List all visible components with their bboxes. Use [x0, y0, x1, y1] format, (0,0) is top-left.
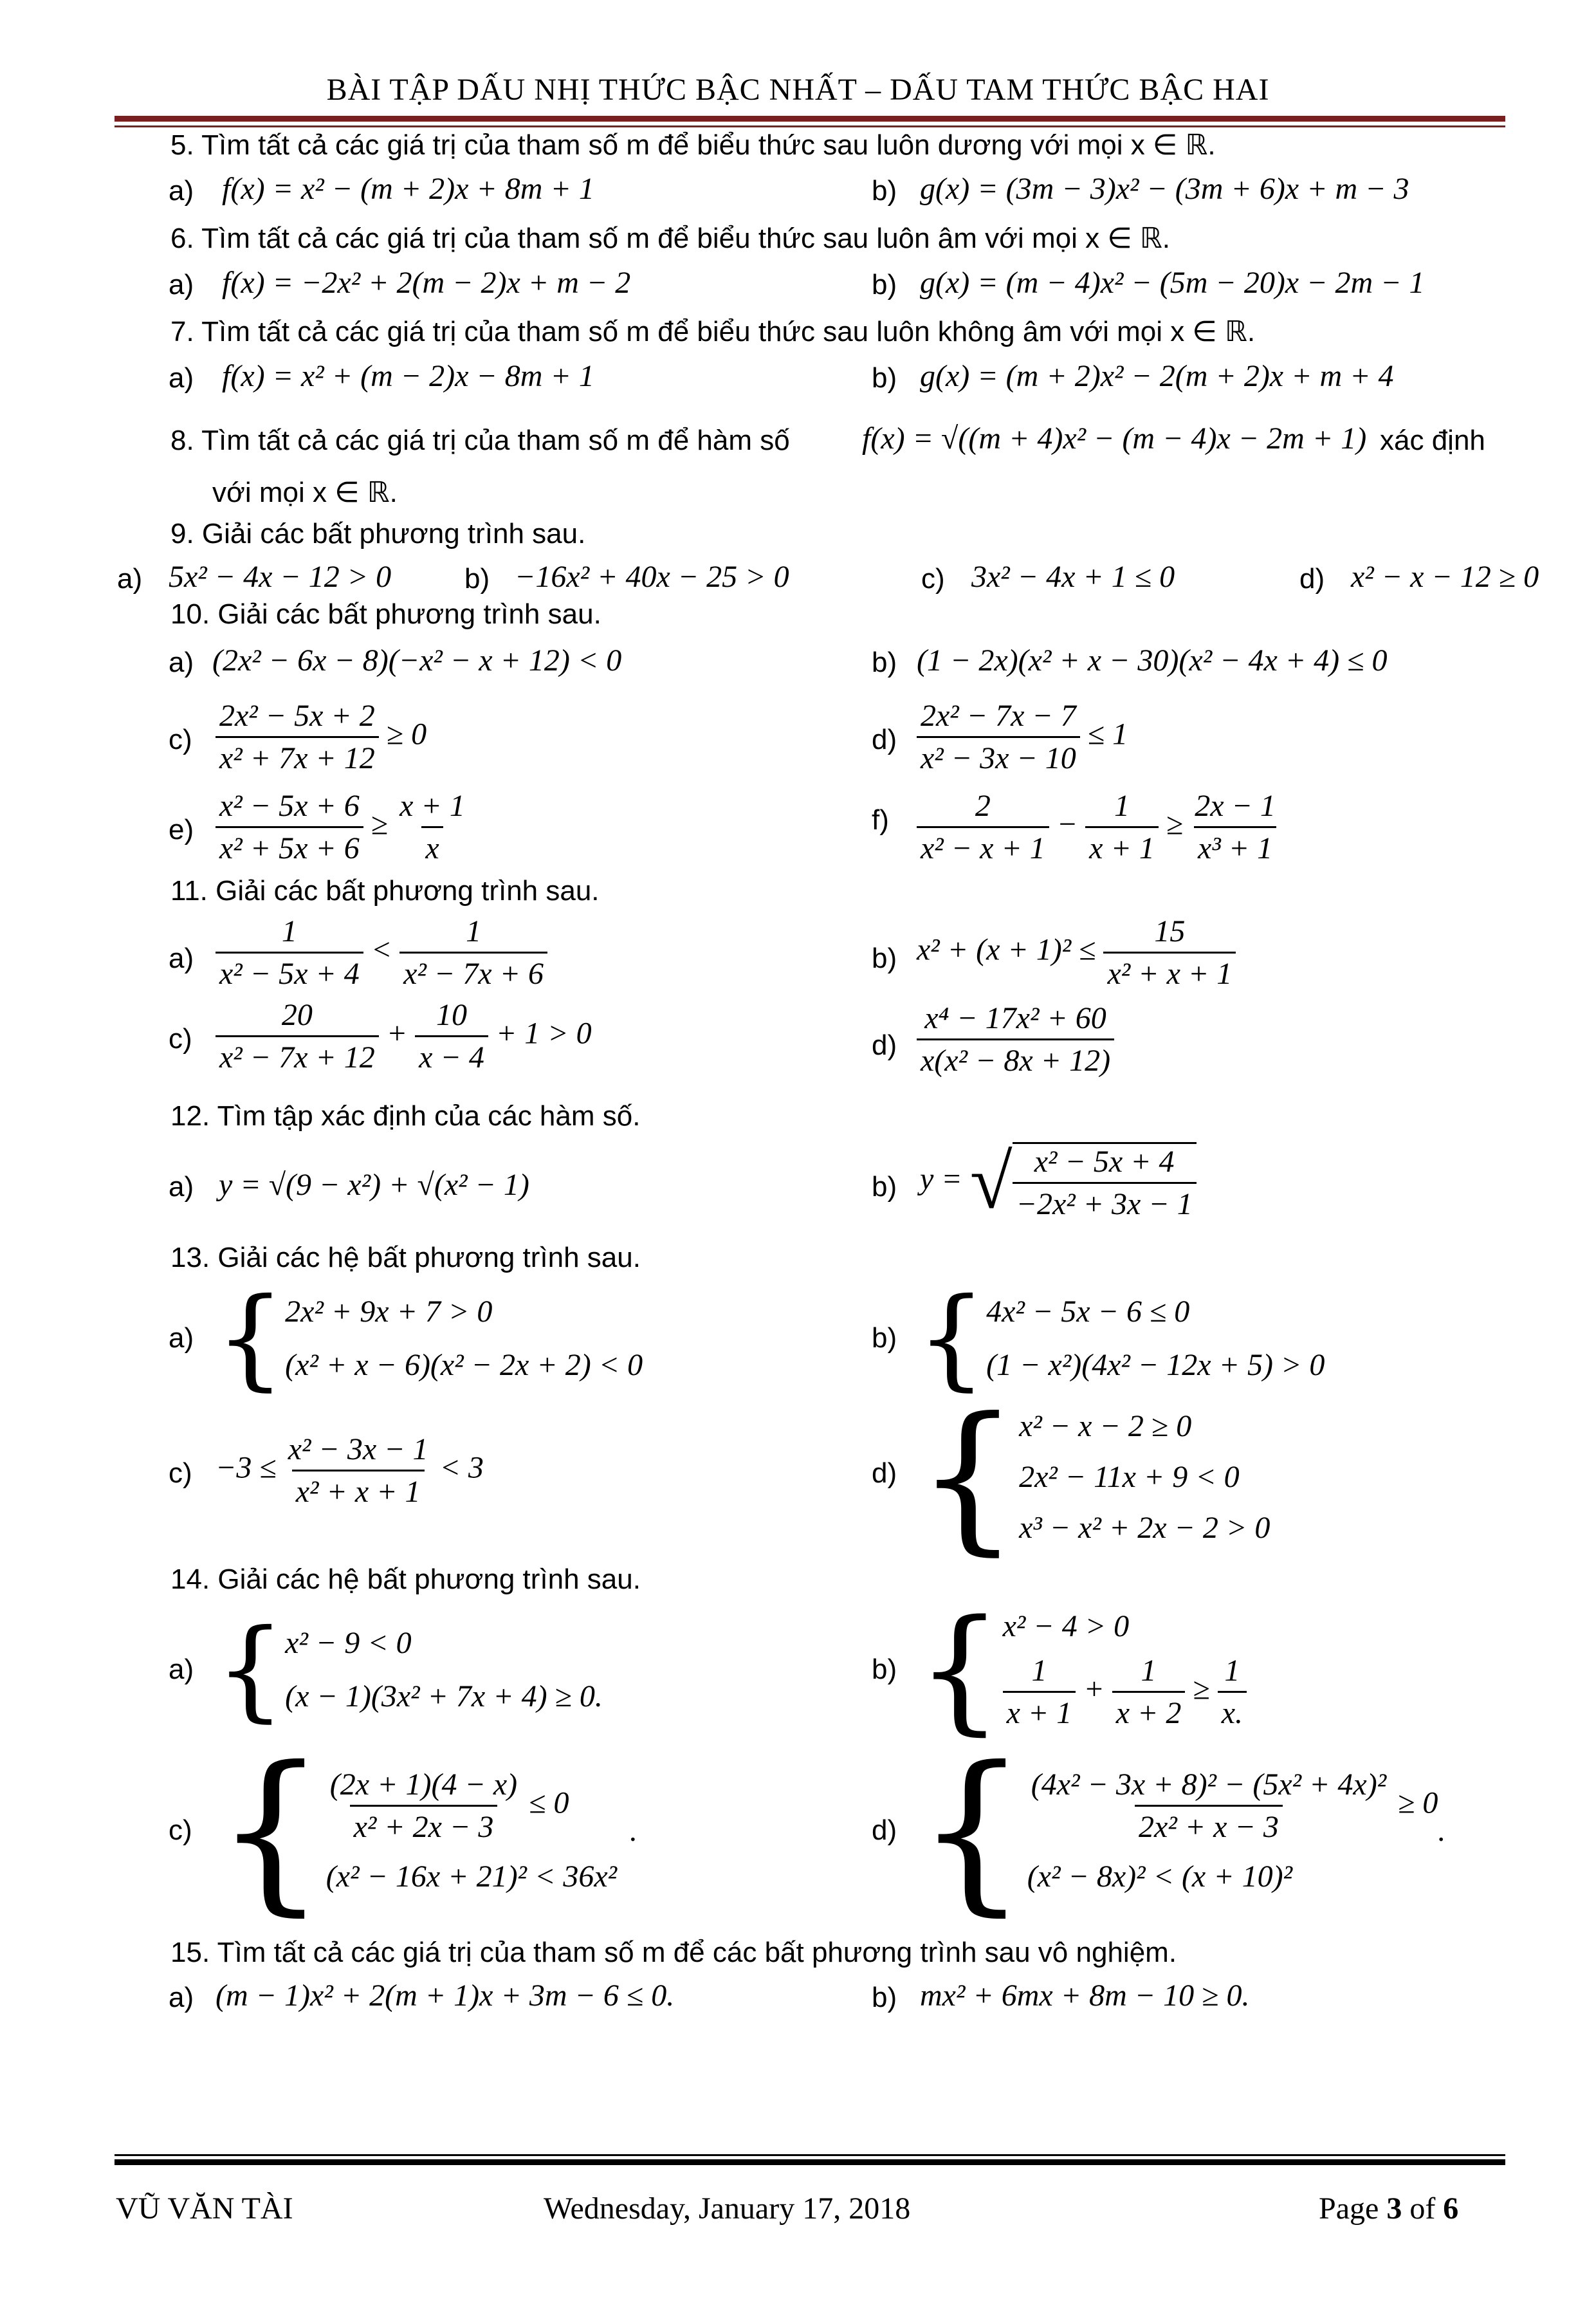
q6-a-expr: f(x) = −2x² + 2(m − 2)x + m − 2: [222, 266, 631, 300]
footer-page: Page 3 of 6: [1319, 2191, 1459, 2226]
q5-b-label: b): [872, 175, 897, 207]
question-5-text: 5. Tìm tất cả các giá trị của tham số m để biểu thức sau luôn dương với mọi x ∈ ℝ.: [170, 129, 1216, 161]
q10-c-expr: $\frac{\text{2x² − 5x + 2}}{\text{x² + 7x + 12}}$ ≥ 0: [216, 698, 427, 776]
q14-b-label: b): [872, 1654, 897, 1685]
q9-d-expr: x² − x − 12 ≥ 0: [1351, 560, 1539, 594]
q10-e-label: e): [169, 814, 194, 845]
q5-a-expr: f(x) = x² − (m + 2)x + 8m + 1: [222, 172, 594, 206]
question-14-text: 14. Giải các hệ bất phương trình sau.: [170, 1564, 641, 1595]
q15-a-label: a): [169, 1982, 194, 2013]
q10-e-expr: $\frac{\text{x² − 5x + 6}}{\text{x² + 5x + 6}}$ ≥ $\frac{x + 1}{x}$: [216, 788, 469, 866]
q10-f-expr: $\frac{2}{\text{x² − x + 1}}$ − $\frac{1}{x + 1}$ ≥ $\frac{2x - 1}{\text{x³ + 1}}$: [917, 788, 1280, 866]
q14-a-system: { x² − 9 < 0 (x − 1)(3x² + 7x + 4) ≥ 0.: [216, 1606, 603, 1733]
q14-c-system: { $\frac{(2x + 1)(4 - x)}{\text{x² + 2x − 3}}$ ≤ 0 (x² − 16x + 21)² < 36x² .: [216, 1729, 638, 1932]
q12-b-label: b): [872, 1171, 897, 1203]
q14-d-system: { $\frac{\text{(4x² − 3x + 8)² − (5x² + 4x)²}}{\text{2x² + x − 3}}$ ≥ 0 (x² − 8x)² < (x + 10)² .: [917, 1729, 1446, 1932]
q9-c-expr: 3x² − 4x + 1 ≤ 0: [971, 560, 1175, 594]
q8-line2: với mọi x ∈ ℝ.: [212, 477, 398, 508]
footer-rule-thin: [115, 2154, 1505, 2156]
q7-a-expr: f(x) = x² + (m − 2)x − 8m + 1: [222, 359, 594, 393]
footer-author: VŨ VĂN TÀI: [116, 2191, 293, 2226]
header-rule-thin: [115, 125, 1505, 127]
page-header-title: BÀI TẬP DẤU NHỊ THỨC BẬC NHẤT – DẤU TAM THỨC BẬC HAI: [326, 73, 1270, 107]
q15-a-expr: (m − 1)x² + 2(m + 1)x + 3m − 6 ≤ 0.: [216, 1979, 675, 2013]
question-13-text: 13. Giải các hệ bất phương trình sau.: [170, 1242, 641, 1273]
question-10-text: 10. Giải các bất phương trình sau.: [170, 598, 601, 630]
q10-b-expr: (1 − 2x)(x² + x − 30)(x² − 4x + 4) ≤ 0: [917, 643, 1388, 678]
question-7-text: 7. Tìm tất cả các giá trị của tham số m để biểu thức sau luôn không âm với mọi x ∈ ℝ.: [170, 316, 1256, 347]
q6-b-expr: g(x) = (m − 4)x² − (5m − 20)x − 2m − 1: [920, 266, 1425, 300]
q9-b-label: b): [464, 563, 490, 595]
q13-b-label: b): [872, 1322, 897, 1354]
q11-a-expr: $\frac{1}{\text{x² − 5x + 4}}$ < $\frac{1}{\text{x² − 7x + 6}}$: [216, 914, 547, 992]
footer-date: Wednesday, January 17, 2018: [544, 2191, 911, 2226]
q10-f-label: f): [872, 804, 889, 836]
q11-d-label: d): [872, 1029, 897, 1061]
q9-a-expr: 5x² − 4x − 12 > 0: [169, 560, 392, 594]
q14-c-label: c): [169, 1814, 192, 1846]
q13-a-system: { 2x² + 9x + 7 > 0 (x² + x − 6)(x² − 2x + 2) < 0: [216, 1275, 643, 1402]
q11-c-label: c): [169, 1023, 192, 1055]
question-11-text: 11. Giải các bất phương trình sau.: [170, 875, 600, 907]
q11-c-expr: $\frac{20}{\text{x² − 7x + 12}}$ + $\frac{10}{x - 4}$ + 1 > 0: [216, 997, 592, 1075]
q15-b-label: b): [872, 1982, 897, 2013]
q5-a-label: a): [169, 175, 194, 207]
q9-d-label: d): [1299, 563, 1325, 595]
q13-d-system: { x² − x − 2 ≥ 0 2x² − 11x + 9 < 0 x³ − x² + 2x − 2 > 0: [917, 1383, 1270, 1570]
question-15-text: 15. Tìm tất cả các giá trị của tham số m để các bất phương trình sau vô nghiệm.: [170, 1937, 1177, 1968]
q10-d-expr: $\frac{\text{2x² − 7x − 7}}{\text{x² − 3x − 10}}$ ≤ 1: [917, 698, 1128, 776]
q11-b-expr: x² + (x + 1)² ≤ $\frac{15}{\text{x² + x + 1}}$: [917, 914, 1236, 992]
q6-b-label: b): [872, 269, 897, 300]
q10-c-label: c): [169, 724, 192, 755]
q13-a-label: a): [169, 1322, 194, 1354]
question-8-text: 8. Tìm tất cả các giá trị của tham số m để hàm số: [170, 425, 790, 456]
q7-b-expr: g(x) = (m + 2)x² − 2(m + 2)x + m + 4: [920, 359, 1394, 393]
q8-expr: f(x) = √((m + 4)x² − (m − 4)x − 2m + 1): [862, 421, 1367, 456]
footer-rule: [115, 2159, 1505, 2165]
q13-c-label: c): [169, 1457, 192, 1489]
q14-b-system: { x² − 4 > 0 $\frac{1}{x + 1}$ + $\frac{1}{x + 2}$ ≥ $\frac{1}{x.}$: [917, 1602, 1247, 1737]
q7-a-label: a): [169, 362, 194, 394]
q9-b-expr: −16x² + 40x − 25 > 0: [515, 560, 789, 594]
q12-a-label: a): [169, 1171, 194, 1203]
q12-a-expr: y = √(9 − x²) + √(x² − 1): [219, 1168, 529, 1202]
q6-a-label: a): [169, 269, 194, 300]
q13-d-label: d): [872, 1457, 897, 1489]
question-9-text: 9. Giải các bất phương trình sau.: [170, 518, 586, 549]
q10-d-label: d): [872, 724, 897, 755]
q7-b-label: b): [872, 362, 897, 394]
q10-a-label: a): [169, 647, 194, 678]
q13-b-system: { 4x² − 5x − 6 ≤ 0 (1 − x²)(4x² − 12x + 5) > 0: [917, 1275, 1325, 1402]
q14-a-label: a): [169, 1654, 194, 1685]
q11-a-label: a): [169, 943, 194, 974]
q9-a-label: a): [117, 563, 143, 595]
q14-d-label: d): [872, 1814, 897, 1846]
q11-d-expr: $\frac{\text{x⁴ − 17x² + 60}}{\text{x(x² − 8x + 12)}}$: [917, 1001, 1114, 1078]
q10-b-label: b): [872, 647, 897, 678]
q15-b-expr: mx² + 6mx + 8m − 10 ≥ 0.: [920, 1979, 1250, 2013]
header-rule: [115, 116, 1505, 122]
q9-c-label: c): [921, 563, 945, 595]
q11-b-label: b): [872, 943, 897, 974]
question-12-text: 12. Tìm tập xác định của các hàm số.: [170, 1100, 641, 1132]
q8-tail: xác định: [1380, 425, 1485, 456]
q13-c-expr: −3 ≤ $\frac{\text{x² − 3x − 1}}{\text{x² + x + 1}}$ < 3: [216, 1432, 484, 1509]
question-6-text: 6. Tìm tất cả các giá trị của tham số m để biểu thức sau luôn âm với mọi x ∈ ℝ.: [170, 223, 1170, 254]
q5-b-expr: g(x) = (3m − 3)x² − (3m + 6)x + m − 3: [920, 172, 1409, 206]
q12-b-expr: y = √ $\frac{\text{x² − 5x + 4}}{\text{−2x² + 3x − 1}}$: [920, 1142, 1197, 1222]
q10-a-expr: (2x² − 6x − 8)(−x² − x + 12) < 0: [212, 643, 622, 678]
